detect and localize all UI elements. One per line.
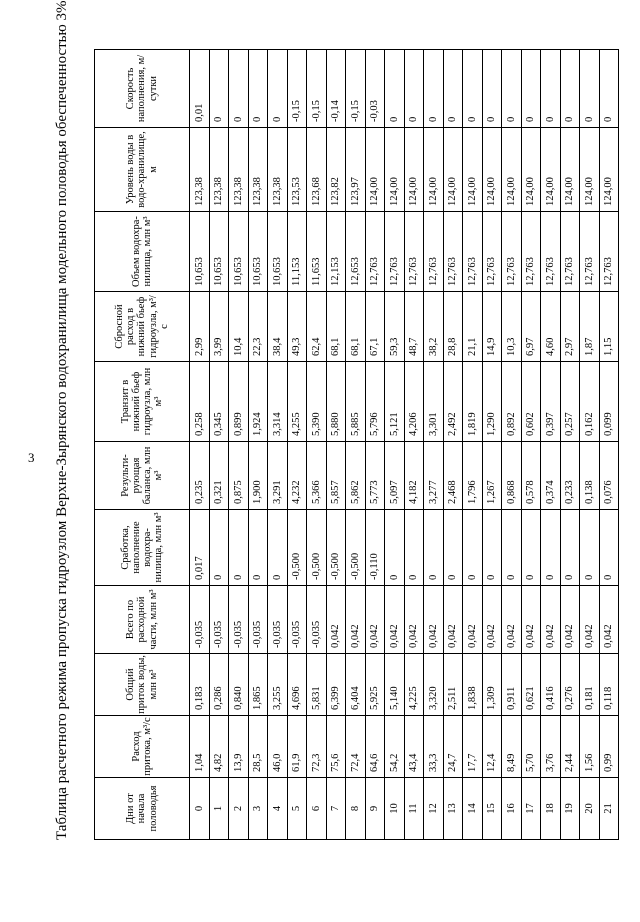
table-row (190, 50, 210, 840)
table-cell: 0,321 (209, 442, 229, 510)
table-row (521, 50, 541, 840)
table-cell: 0,042 (365, 586, 385, 654)
table-cell: 28,8 (443, 292, 463, 362)
table-cell: 2,97 (560, 292, 580, 362)
table-cell: 5,140 (385, 654, 405, 716)
column-header: Сбросной расход в нижний бьеф гидроузла, м³/с (95, 292, 190, 362)
table-cell: 16 (502, 778, 522, 840)
table-cell: 0 (248, 50, 268, 128)
table-cell: 0,042 (424, 586, 444, 654)
table-cell: 0 (541, 50, 561, 128)
table-cell: 0,899 (229, 362, 249, 442)
table-cell: 1,309 (482, 654, 502, 716)
column-header: Дни от начала половодья (95, 778, 190, 840)
table-cell: 0,042 (385, 586, 405, 654)
table-cell: 17 (521, 778, 541, 840)
table-cell: 1,15 (599, 292, 619, 362)
table-cell: 7 (326, 778, 346, 840)
table-cell: 0,911 (502, 654, 522, 716)
table-cell: 38,4 (268, 292, 288, 362)
table-cell: 0 (521, 510, 541, 586)
table-cell: 124,00 (424, 128, 444, 212)
table-cell: 18 (541, 778, 561, 840)
table-cell: 0,118 (599, 654, 619, 716)
table-cell: 0,875 (229, 442, 249, 510)
page-number: 3 (28, 450, 35, 465)
table-row (463, 50, 483, 840)
table-title: Таблица расчетного режима пропуска гидроузлом Верхне-Зырянского водохранилища модельного половодья обеспеченностью 3% (54, 0, 70, 840)
table-cell: 0 (443, 50, 463, 128)
table-row (287, 50, 307, 840)
table-cell: 28,5 (248, 716, 268, 778)
table-cell: 0,345 (209, 362, 229, 442)
table-cell: 0 (424, 50, 444, 128)
table-cell: -0,03 (365, 50, 385, 128)
table-cell: 0 (599, 510, 619, 586)
column-header: Объем водохра-нилища, млн м³ (95, 212, 190, 292)
table-cell: 124,00 (599, 128, 619, 212)
table-cell: 0,99 (599, 716, 619, 778)
table-cell: 62,4 (307, 292, 327, 362)
table-cell: 9 (365, 778, 385, 840)
table-cell: -0,035 (287, 586, 307, 654)
table-cell: 124,00 (580, 128, 600, 212)
table-row (326, 50, 346, 840)
table-cell: 124,00 (541, 128, 561, 212)
table-cell: 0,042 (482, 586, 502, 654)
table-row (365, 50, 385, 840)
table-cell: 12,763 (404, 212, 424, 292)
table-cell: -0,15 (307, 50, 327, 128)
table-cell: 14 (463, 778, 483, 840)
table-row (346, 50, 366, 840)
table-cell: 3,320 (424, 654, 444, 716)
table-cell: 17,7 (463, 716, 483, 778)
table-row (560, 50, 580, 840)
table-cell: 123,38 (248, 128, 268, 212)
table-cell: 12,763 (463, 212, 483, 292)
table-cell: 0,042 (521, 586, 541, 654)
table-row (502, 50, 522, 840)
table-cell: 20 (580, 778, 600, 840)
table-cell: 8,49 (502, 716, 522, 778)
table-cell: 0 (229, 510, 249, 586)
table-cell: 2,99 (190, 292, 210, 362)
table-cell: 123,38 (209, 128, 229, 212)
table-cell: 12,763 (560, 212, 580, 292)
table-cell: 1,819 (463, 362, 483, 442)
table-cell: 0 (229, 50, 249, 128)
table-cell: 124,00 (482, 128, 502, 212)
table-cell: 22,3 (248, 292, 268, 362)
table-cell: 0 (463, 510, 483, 586)
column-header: Результи-рующая баланса, млн м³ (95, 442, 190, 510)
table-cell: -0,035 (307, 586, 327, 654)
table-cell: -0,110 (365, 510, 385, 586)
table-cell: 10 (385, 778, 405, 840)
table-cell: 10,653 (248, 212, 268, 292)
table-cell: 0,042 (599, 586, 619, 654)
table-row (424, 50, 444, 840)
table-cell: 2,44 (560, 716, 580, 778)
table-cell: 72,3 (307, 716, 327, 778)
table-cell: 0,042 (502, 586, 522, 654)
table-cell: 0,397 (541, 362, 561, 442)
table-cell: 8 (346, 778, 366, 840)
table-cell: 123,38 (190, 128, 210, 212)
table-cell: 4,82 (209, 716, 229, 778)
table-cell: 124,00 (365, 128, 385, 212)
table-cell: 21,1 (463, 292, 483, 362)
table-cell: 5,925 (365, 654, 385, 716)
table-cell: 10,653 (190, 212, 210, 292)
table-cell: 0 (268, 510, 288, 586)
table-cell: 0 (404, 50, 424, 128)
table-cell: 0,892 (502, 362, 522, 442)
table-cell: 68,1 (326, 292, 346, 362)
table-cell: 0,099 (599, 362, 619, 442)
table-cell: 4 (268, 778, 288, 840)
table-cell: 5,880 (326, 362, 346, 442)
table-cell: 0,042 (580, 586, 600, 654)
table-cell: 14,9 (482, 292, 502, 362)
table-cell: 12,763 (541, 212, 561, 292)
table-cell: 124,00 (463, 128, 483, 212)
table-cell: 123,53 (287, 128, 307, 212)
table-cell: 6,404 (346, 654, 366, 716)
table-cell: 10,4 (229, 292, 249, 362)
table-cell: 0,235 (190, 442, 210, 510)
table-cell: 0,868 (502, 442, 522, 510)
table-cell: 4,206 (404, 362, 424, 442)
table-cell: 0 (268, 50, 288, 128)
table-cell: 3,255 (268, 654, 288, 716)
table-cell: 0,138 (580, 442, 600, 510)
table-cell: 46,0 (268, 716, 288, 778)
table-cell: 3,314 (268, 362, 288, 442)
table-row (248, 50, 268, 840)
table-cell: 33,3 (424, 716, 444, 778)
table-cell: 12,763 (424, 212, 444, 292)
table-cell: 12,763 (580, 212, 600, 292)
table-cell: 0,042 (463, 586, 483, 654)
table-cell: 0,258 (190, 362, 210, 442)
table-cell: 5,121 (385, 362, 405, 442)
table-cell: 0 (502, 50, 522, 128)
table-cell: 12,763 (482, 212, 502, 292)
column-header: Транзит в нижний бьеф гидроузла, млн м³ (95, 362, 190, 442)
table-cell: 67,1 (365, 292, 385, 362)
table-cell: 43,4 (404, 716, 424, 778)
table-cell: 0,840 (229, 654, 249, 716)
table-cell: 0,257 (560, 362, 580, 442)
table-cell: -0,500 (326, 510, 346, 586)
table-cell: 12,763 (365, 212, 385, 292)
table-cell: 10,3 (502, 292, 522, 362)
table-cell: 12,763 (502, 212, 522, 292)
table-cell: 5,097 (385, 442, 405, 510)
table-body (190, 50, 619, 840)
table-cell: -0,500 (346, 510, 366, 586)
table-cell: 0,042 (541, 586, 561, 654)
table-cell: 124,00 (443, 128, 463, 212)
table-cell: 12,4 (482, 716, 502, 778)
table-cell: 64,6 (365, 716, 385, 778)
column-header: Всего по расходной части, млн м³ (95, 586, 190, 654)
table-cell: 0,233 (560, 442, 580, 510)
table-cell: 5,885 (346, 362, 366, 442)
table-cell: -0,035 (248, 586, 268, 654)
table-cell: 5,70 (521, 716, 541, 778)
table-row (404, 50, 424, 840)
table-cell: 124,00 (560, 128, 580, 212)
table-cell: 0,602 (521, 362, 541, 442)
table-cell: 1 (209, 778, 229, 840)
table-cell: 59,3 (385, 292, 405, 362)
column-header: Сработка, наполнение водохра-нилища, млн м³ (95, 510, 190, 586)
table-cell: 19 (560, 778, 580, 840)
table-cell: 12,763 (521, 212, 541, 292)
table-cell: 0 (560, 510, 580, 586)
table-row (443, 50, 463, 840)
table-cell: 11,153 (287, 212, 307, 292)
table-cell: 2,492 (443, 362, 463, 442)
table-cell: 72,4 (346, 716, 366, 778)
table-cell: 12,763 (385, 212, 405, 292)
table-cell: -0,035 (268, 586, 288, 654)
table-cell: 1,924 (248, 362, 268, 442)
table-header-row (95, 50, 190, 840)
table-row (229, 50, 249, 840)
table-cell: 124,00 (521, 128, 541, 212)
table-cell: 4,696 (287, 654, 307, 716)
table-cell: 124,00 (502, 128, 522, 212)
table-cell: 38,2 (424, 292, 444, 362)
table-cell: 2,468 (443, 442, 463, 510)
table-cell: 3,76 (541, 716, 561, 778)
table-cell: 5,862 (346, 442, 366, 510)
table-row (580, 50, 600, 840)
column-header: Скорость наполнения, м/сутки (95, 50, 190, 128)
table-cell: 0 (599, 50, 619, 128)
table-cell: 124,00 (404, 128, 424, 212)
table-cell: 0 (541, 510, 561, 586)
table-cell: 10,653 (229, 212, 249, 292)
table-cell: 0 (248, 510, 268, 586)
column-header: Уровень воды в водо-хранилище, м (95, 128, 190, 212)
table-cell: 4,255 (287, 362, 307, 442)
table-cell: 1,838 (463, 654, 483, 716)
table-cell: 75,6 (326, 716, 346, 778)
table-cell: 0,076 (599, 442, 619, 510)
table-cell: 48,7 (404, 292, 424, 362)
table-cell: 123,68 (307, 128, 327, 212)
table-cell: 0,183 (190, 654, 210, 716)
table-cell: 0,042 (326, 586, 346, 654)
rotated-page-content (54, 0, 615, 840)
table-cell: 0 (560, 50, 580, 128)
table-cell: 2,511 (443, 654, 463, 716)
table-cell: 12,153 (326, 212, 346, 292)
table-cell: 15 (482, 778, 502, 840)
table-cell: 0 (209, 510, 229, 586)
table-cell: -0,035 (229, 586, 249, 654)
table-cell: 0,042 (346, 586, 366, 654)
table-cell: 0,042 (404, 586, 424, 654)
table-cell: 0 (482, 510, 502, 586)
table-cell: 1,87 (580, 292, 600, 362)
table-cell: 13,9 (229, 716, 249, 778)
table-cell: 1,796 (463, 442, 483, 510)
table-row (385, 50, 405, 840)
table-cell: 49,3 (287, 292, 307, 362)
column-header: Расход притока, м³/с (95, 716, 190, 778)
table-cell: 1,900 (248, 442, 268, 510)
table-cell: 0,621 (521, 654, 541, 716)
table-cell: 4,232 (287, 442, 307, 510)
table-row (307, 50, 327, 840)
table-cell: -0,035 (190, 586, 210, 654)
table-cell: 0 (385, 510, 405, 586)
table-cell: 4,60 (541, 292, 561, 362)
table-cell: 0,374 (541, 442, 561, 510)
table-cell: 0 (190, 778, 210, 840)
table-cell: 3 (248, 778, 268, 840)
table-cell: 0 (443, 510, 463, 586)
table-cell: 1,865 (248, 654, 268, 716)
table-cell: 5,773 (365, 442, 385, 510)
table-cell: 68,1 (346, 292, 366, 362)
table-cell: 5 (287, 778, 307, 840)
table-cell: 0,01 (190, 50, 210, 128)
table-cell: 1,04 (190, 716, 210, 778)
table-cell: -0,035 (209, 586, 229, 654)
table-cell: 0 (424, 510, 444, 586)
table-cell: 123,38 (229, 128, 249, 212)
table-cell: 1,290 (482, 362, 502, 442)
table-cell: -0,500 (307, 510, 327, 586)
table-cell: 13 (443, 778, 463, 840)
reservoir-regime-table (94, 49, 619, 840)
table-cell: 0,416 (541, 654, 561, 716)
table-cell: 5,857 (326, 442, 346, 510)
table-cell: 0,017 (190, 510, 210, 586)
table-cell: 123,82 (326, 128, 346, 212)
table-cell: 0 (521, 50, 541, 128)
table-cell: 0 (209, 50, 229, 128)
table-cell: 0,276 (560, 654, 580, 716)
table-cell: -0,500 (287, 510, 307, 586)
table-cell: 1,267 (482, 442, 502, 510)
table-cell: 124,00 (385, 128, 405, 212)
table-cell: 12 (424, 778, 444, 840)
table-cell: 5,390 (307, 362, 327, 442)
table-cell: 0 (502, 510, 522, 586)
table-cell: 0 (482, 50, 502, 128)
table-cell: 0,578 (521, 442, 541, 510)
table-cell: 4,182 (404, 442, 424, 510)
table-cell: 10,653 (209, 212, 229, 292)
table-cell: -0,15 (287, 50, 307, 128)
table-cell: 5,366 (307, 442, 327, 510)
table-cell: 0 (385, 50, 405, 128)
table-cell: 6,399 (326, 654, 346, 716)
table-cell: 61,9 (287, 716, 307, 778)
table-cell: 123,38 (268, 128, 288, 212)
table-cell: 2 (229, 778, 249, 840)
table-cell: 0,286 (209, 654, 229, 716)
table-cell: 11,653 (307, 212, 327, 292)
table-cell: 3,301 (424, 362, 444, 442)
table-cell: 24,7 (443, 716, 463, 778)
table-row (209, 50, 229, 840)
table-cell: 0 (580, 510, 600, 586)
table-cell: 6,97 (521, 292, 541, 362)
table-cell: 0,042 (560, 586, 580, 654)
table-cell: 10,653 (268, 212, 288, 292)
table-cell: 0 (404, 510, 424, 586)
table-row (268, 50, 288, 840)
table-cell: 12,763 (443, 212, 463, 292)
table-cell: 1,56 (580, 716, 600, 778)
table-row (599, 50, 619, 840)
table-cell: 5,831 (307, 654, 327, 716)
table-cell: 0,162 (580, 362, 600, 442)
table-row (541, 50, 561, 840)
column-header: Общий приток воды, млн м³ (95, 654, 190, 716)
table-cell: 5,796 (365, 362, 385, 442)
table-cell: 12,763 (599, 212, 619, 292)
table-cell: 4,225 (404, 654, 424, 716)
table-cell: 54,2 (385, 716, 405, 778)
table-cell: 0 (580, 50, 600, 128)
table-cell: 6 (307, 778, 327, 840)
table-cell: 0 (463, 50, 483, 128)
table-cell: 21 (599, 778, 619, 840)
table-row (482, 50, 502, 840)
table-cell: 3,291 (268, 442, 288, 510)
table-cell: 0,181 (580, 654, 600, 716)
table-cell: 123,97 (346, 128, 366, 212)
table-cell: -0,15 (346, 50, 366, 128)
table-cell: 12,653 (346, 212, 366, 292)
table-cell: 3,277 (424, 442, 444, 510)
table-cell: 11 (404, 778, 424, 840)
table-cell: 0,042 (443, 586, 463, 654)
table-cell: 3,99 (209, 292, 229, 362)
table-cell: -0,14 (326, 50, 346, 128)
